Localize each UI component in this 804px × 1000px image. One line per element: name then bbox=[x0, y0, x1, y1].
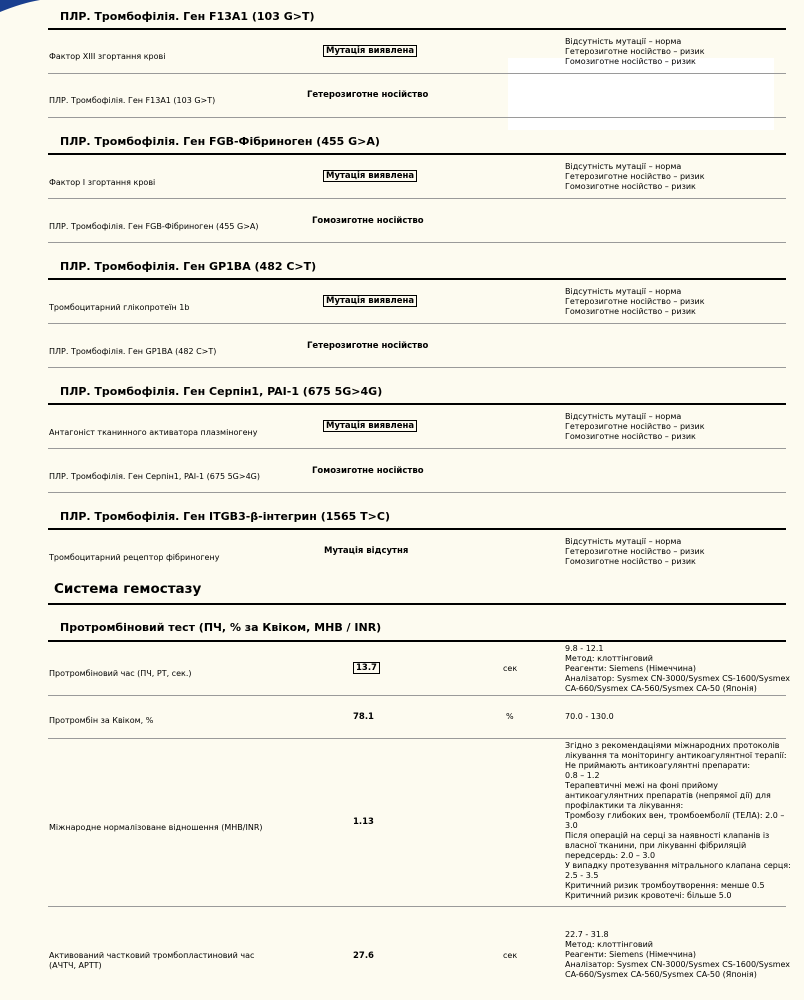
section-title: ПЛР. Тромбофілія. Ген F13A1 (103 G>T) bbox=[60, 10, 315, 23]
reference-range: 22.7 - 31.8 Метод: клоттінговий Реагенти: Siemens (Німеччина) Аналізатор: Sysmex CN-3000/Sysmex CS-1600/Sysmex CA-660/Sysmex CA-560/Sysmex CA-50 (Японія) bbox=[565, 930, 791, 979]
reference-range: Відсутність мутації – норма Гетерозиготне носійство – ризик Гомозиготне носійство – ризик bbox=[565, 162, 705, 191]
section-divider bbox=[48, 603, 786, 605]
section-title: ПЛР. Тромбофілія. Ген Серпін1, PAI-1 (675 5G>4G) bbox=[60, 385, 383, 398]
result-value: Гомозиготне носійство bbox=[312, 216, 424, 226]
result-value: Мутація відсутня bbox=[324, 546, 409, 556]
section-title: Протромбіновий тест (ПЧ, % за Квіком, МНВ / INR) bbox=[60, 621, 382, 634]
section-title: ПЛР. Тромбофілія. Ген GP1BA (482 C>T) bbox=[60, 260, 317, 273]
unit: % bbox=[506, 712, 514, 721]
row-label: Тромбоцитарний рецептор фібриногену bbox=[49, 553, 220, 562]
redaction-box bbox=[508, 58, 774, 130]
row-label: ПЛР. Тромбофілія. Ген GP1BA (482 C>T) bbox=[49, 347, 217, 356]
result-flag: Мутація виявлена bbox=[323, 45, 417, 57]
row-divider bbox=[48, 738, 786, 739]
row-label: Протромбін за Квіком, % bbox=[49, 716, 154, 725]
section-divider bbox=[48, 278, 786, 280]
row-divider bbox=[48, 492, 786, 493]
section-divider bbox=[48, 640, 786, 642]
reference-range: Відсутність мутації – норма Гетерозиготне носійство – ризик Гомозиготне носійство – ризик bbox=[565, 37, 705, 66]
row-label: Антагоніст тканинного активатора плазміногену bbox=[49, 428, 258, 437]
row-label: ПЛР. Тромбофілія. Ген F13A1 (103 G>T) bbox=[49, 96, 216, 105]
result-flag: 13.7 bbox=[353, 662, 380, 674]
row-label: Фактор I згортання крові bbox=[49, 178, 156, 187]
result-flag: Мутація виявлена bbox=[323, 295, 417, 307]
unit: сек bbox=[503, 664, 518, 673]
section-title: ПЛР. Тромбофілія. Ген FGB-Фібриноген (455 G>A) bbox=[60, 135, 380, 148]
row-divider bbox=[48, 448, 786, 449]
row-label: Активований частковий тромбопластиновий час (АЧТЧ, APTT) bbox=[49, 951, 255, 970]
row-label: ПЛР. Тромбофілія. Ген FGB-Фібриноген (455 G>A) bbox=[49, 222, 259, 231]
row-divider bbox=[48, 695, 786, 696]
row-divider bbox=[48, 906, 786, 907]
corner-decoration-icon bbox=[0, 0, 40, 12]
result-value: Гетерозиготне носійство bbox=[307, 341, 429, 351]
reference-range: Відсутність мутації – норма Гетерозиготне носійство – ризик Гомозиготне носійство – ризик bbox=[565, 412, 705, 441]
reference-range: Відсутність мутації – норма Гетерозиготне носійство – ризик Гомозиготне носійство – ризик bbox=[565, 537, 705, 566]
reference-range: Згідно з рекомендаціями міжнародних протоколів лікування та моніторингу антикоагулянтної терапії: Не приймають антикоагулянтні препарати: 0.8 – 1.2 Терапевтичні межі на фоні прийому антикоагулянтних препаратів (непрямої дії) для профілактики та лікування: Тромбозу глибоких вен, тромбоемболії (ТЕЛА): 2.0 – 3.0 Після операцій на серці за наявності клапанів із власної тканини, при лікуванні фібриляцій передсердь: 2.0 – 3.0 У випадку протезування мітрального клапана серця: 2.5 - 3.5 Критичний ризик тромбоутворення: менше 0.5 Критичний ризик кровотечі: більше 5.0 bbox=[565, 741, 791, 900]
result-flag: Мутація виявлена bbox=[323, 170, 417, 182]
result-value: Гетерозиготне носійство bbox=[307, 90, 429, 100]
row-divider bbox=[48, 323, 786, 324]
row-divider bbox=[48, 198, 786, 199]
row-label: Тромбоцитарний глікопротеїн 1b bbox=[49, 303, 190, 312]
reference-range: 9.8 - 12.1 Метод: клоттінговий Реагенти: Siemens (Німеччина) Аналізатор: Sysmex CN-3000/Sysmex CS-1600/Sysmex CA-660/Sysmex CA-560/Sysmex CA-50 (Японія) bbox=[565, 644, 791, 693]
section-title: ПЛР. Тромбофілія. Ген ITGB3-β-інтегрин (1565 T>C) bbox=[60, 510, 390, 523]
row-divider bbox=[48, 242, 786, 243]
section-divider bbox=[48, 28, 786, 30]
result-value: 27.6 bbox=[353, 951, 374, 961]
result-value: 1.13 bbox=[353, 817, 374, 827]
section-divider bbox=[48, 403, 786, 405]
row-divider bbox=[48, 367, 786, 368]
result-value: 78.1 bbox=[353, 712, 374, 722]
section-divider bbox=[48, 153, 786, 155]
row-label: ПЛР. Тромбофілія. Ген Серпін1, PAI-1 (675 5G>4G) bbox=[49, 472, 260, 481]
unit: сек bbox=[503, 951, 518, 960]
row-label: Протромбіновий час (ПЧ, PT, сек.) bbox=[49, 669, 192, 678]
section-divider bbox=[48, 528, 786, 530]
reference-range: 70.0 - 130.0 bbox=[565, 712, 614, 721]
group-title: Система гемостазу bbox=[54, 581, 202, 597]
row-divider bbox=[48, 117, 786, 118]
row-label: Фактор XIII згортання крові bbox=[49, 52, 166, 61]
row-divider bbox=[48, 73, 786, 74]
reference-range: Відсутність мутації – норма Гетерозиготне носійство – ризик Гомозиготне носійство – ризик bbox=[565, 287, 705, 316]
result-value: Гомозиготне носійство bbox=[312, 466, 424, 476]
result-flag: Мутація виявлена bbox=[323, 420, 417, 432]
row-label: Міжнародне нормалізоване відношення (МНВ/INR) bbox=[49, 823, 263, 832]
